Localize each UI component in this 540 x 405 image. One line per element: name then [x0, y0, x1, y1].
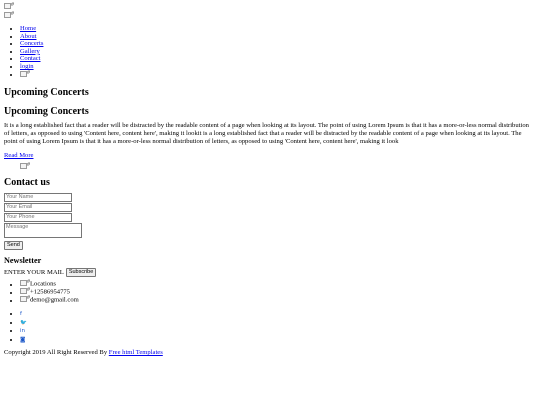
nav-item-search: [20, 71, 536, 79]
main-nav: [4, 25, 536, 79]
nav-link-gallery[interactable]: Gallery: [20, 47, 40, 55]
nav-link-home[interactable]: Home: [20, 25, 37, 32]
phone-field[interactable]: Your Phone: [4, 213, 72, 222]
location-icon: • #: [20, 280, 30, 288]
email-field[interactable]: Your Email: [4, 203, 72, 212]
nav-item-gallery: [20, 48, 536, 56]
info-item-location: • # Locations: [20, 280, 536, 288]
social-links: [4, 310, 536, 344]
social-item-twitter: [20, 319, 536, 327]
subscribe-button[interactable]: Subscribe: [66, 268, 96, 277]
header-images: [4, 3, 536, 20]
mail-icon: • #: [20, 296, 30, 304]
footer-copyright: Copyright 2019 All Right Reserved By Free html Templates: [4, 348, 163, 356]
contact-info-list: [4, 280, 536, 304]
footer-templates-link[interactable]: Free html Templates: [108, 348, 163, 356]
linkedin-icon[interactable]: in: [20, 328, 26, 335]
nav-link-login[interactable]: login: [20, 62, 34, 70]
send-button[interactable]: Send: [4, 241, 23, 250]
nav-item-login: [20, 63, 536, 71]
social-item-facebook: [20, 310, 536, 318]
twitter-icon[interactable]: 🐦: [20, 319, 27, 326]
nav-link-about[interactable]: About: [20, 32, 37, 40]
banner-image: #: [4, 12, 14, 20]
nav-link-concerts[interactable]: Concerts: [20, 40, 44, 48]
newsletter-form: [4, 268, 536, 277]
section-title-concerts: Upcoming Concerts: [4, 86, 89, 98]
nav-item-contact: [20, 55, 536, 63]
concert-image: #: [20, 163, 536, 171]
section-subtitle-concerts: Upcoming Concerts: [4, 106, 89, 118]
nav-item-concerts: [20, 40, 536, 48]
contact-form: [4, 193, 536, 250]
info-item-email: • # demo@gmail.com: [20, 296, 536, 304]
social-item-linkedin: [20, 327, 536, 335]
message-field[interactable]: Message: [4, 223, 82, 238]
section-title-newsletter: Newsletter: [4, 255, 42, 265]
info-item-phone: • # +12586954775: [20, 288, 536, 296]
nav-item-home: [20, 25, 536, 33]
read-more-link[interactable]: Read More: [4, 151, 34, 159]
section-title-contact: Contact us: [4, 177, 50, 189]
name-field[interactable]: Your Name: [4, 193, 72, 202]
instagram-icon[interactable]: ◙: [20, 336, 26, 343]
newsletter-email-field[interactable]: ENTER YOUR MAIL: [4, 268, 64, 276]
social-item-instagram: [20, 336, 536, 344]
search-icon[interactable]: • #: [20, 71, 30, 78]
concerts-description: It is a long established fact that a reader will be distracted by the readable content of a page when looking at its layout. The point of using Lorem Ipsum is that it has a more-or-less normal distribution of letters, as opposed to using 'Content here, content here', making it lookit is a long established fact that a reader will be distracted by the readable content of a page when looking at its layout. The point of using Lorem Ipsum is that it has a more-or-less normal distribution of letters, as opposed to using 'Content here, content here', making it look: [4, 121, 529, 146]
nav-link-contact[interactable]: Contact: [20, 55, 41, 63]
nav-item-about: [20, 33, 536, 41]
phone-icon: • #: [20, 288, 30, 296]
facebook-icon[interactable]: f: [20, 311, 22, 318]
logo-image[interactable]: #: [4, 3, 14, 11]
